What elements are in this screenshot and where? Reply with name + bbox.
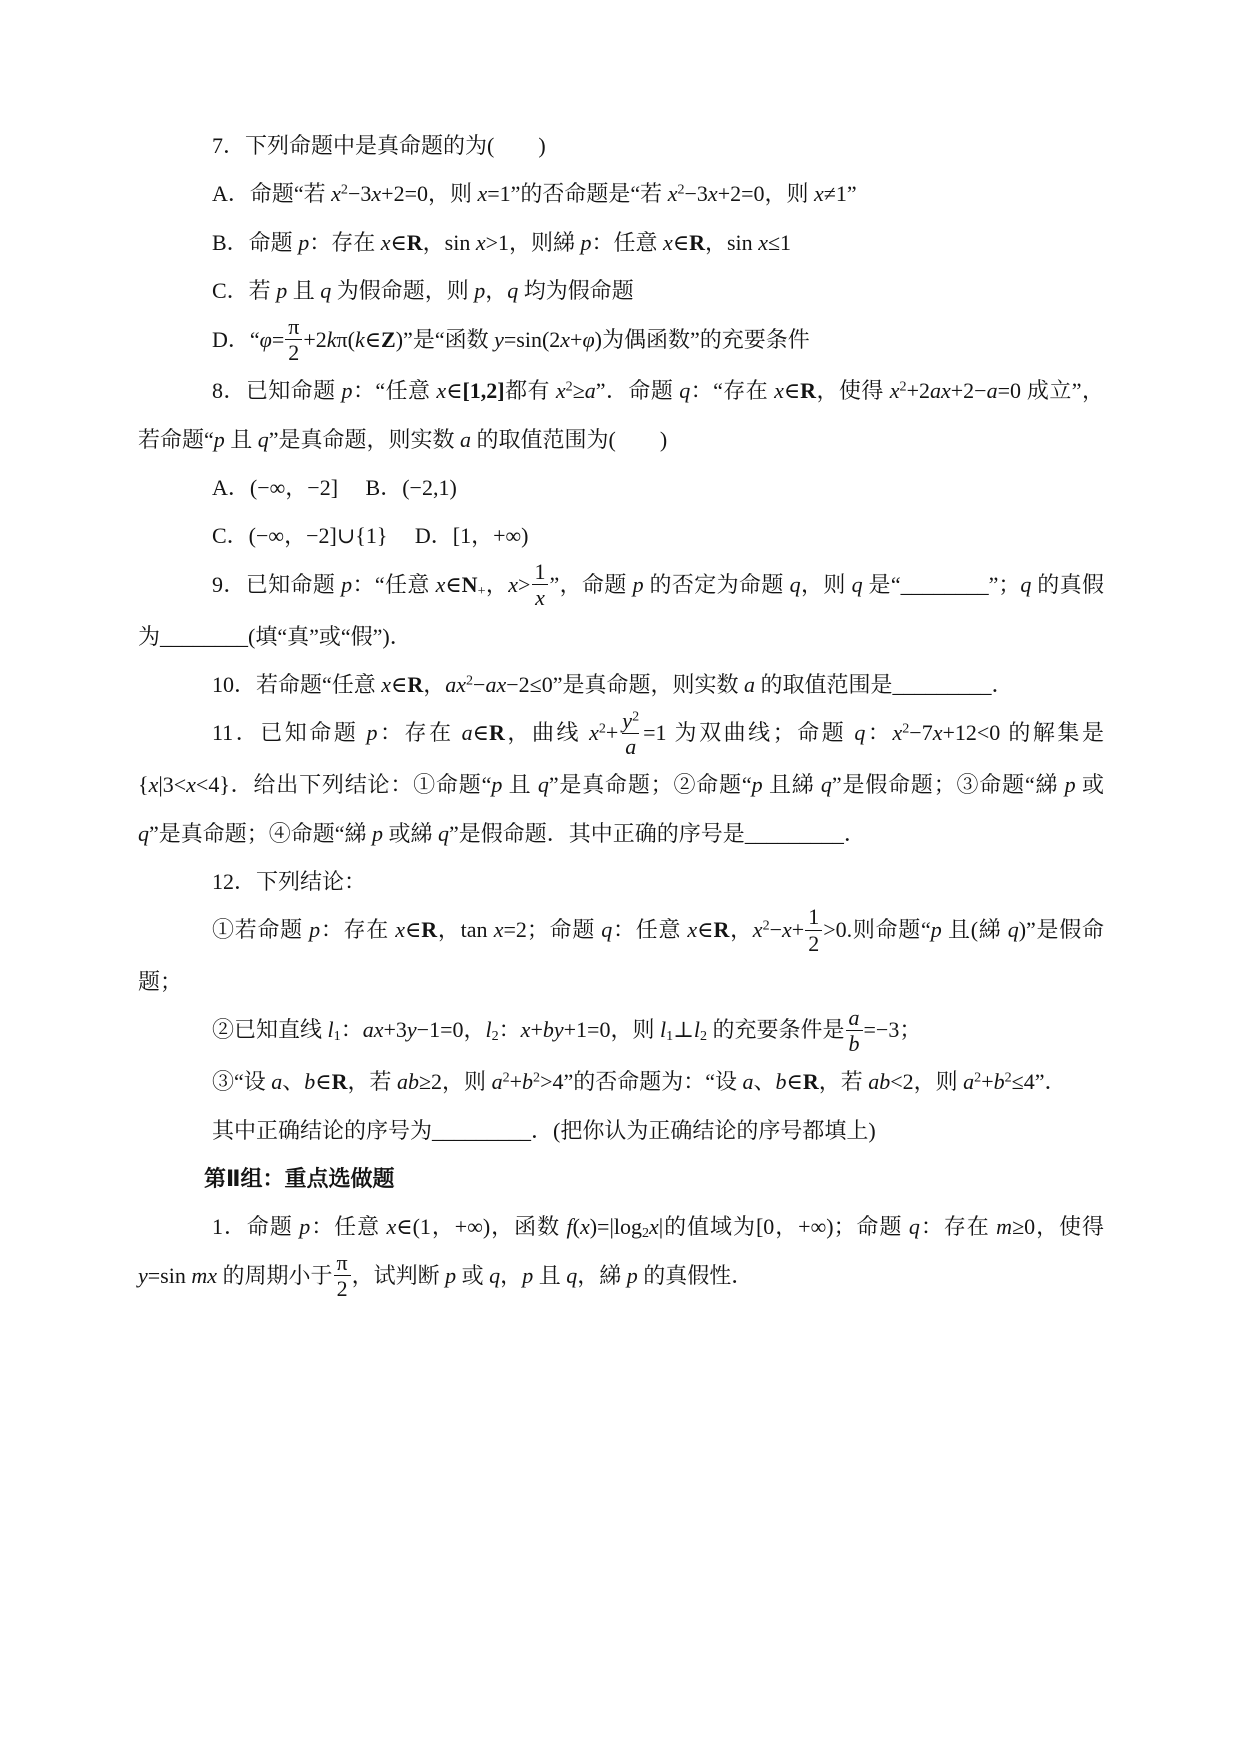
math-fraction: $\frac{1}{x}$ [531, 559, 548, 611]
q12-answer-line: 其中正确结论的序号为_________．(把你认为正确结论的序号都填上) [212, 1117, 876, 1143]
worksheet-content [138, 122, 1104, 1304]
q7-option-b: B．命题 p：存在 x∈R，sin x>1，则綈 p：任意 x∈R，sin x≤1 [212, 229, 792, 255]
math-fraction: $\frac{a}{b}$ [846, 1005, 863, 1057]
q12-item-2: ②已知直线 l1：ax+3y−1=0，l2：x+by+1=0，则 l1⊥l2 的充要条件是 $\frac{a}{b}$ =−3； [212, 1004, 922, 1056]
section-2-header: 第Ⅱ组：重点选做题 [204, 1166, 395, 1191]
question-10: 10．若命题“任意 x∈R，$ax^2-ax-2\le 0$”是真命题，则实数 a 的取值范围是_________． [212, 672, 1014, 698]
question-12-stem: 12．下列结论： [212, 868, 367, 894]
math-fraction: $\frac{\pi}{2}$ [285, 314, 302, 366]
q8-options-ab: A．(−∞，−2] B．(−2,1) [212, 475, 457, 501]
math-fraction: $\frac{y^2}{a}$ [622, 707, 640, 759]
question-9: 9．已知命题 p：“任意 x∈N+，x> $\frac{1}{x}$ ”，命题 p 的否定为命题 q，则 q 是“________”；q 的真假为________(填“真”或“假”)． [138, 559, 1104, 649]
question-7-stem: 7．下列命题中是真命题的为( ) [212, 133, 546, 158]
q7-option-c: C．若 p 且 q 为假命题，则 p，q 均为假命题 [212, 278, 634, 304]
s2-question-1: 1．命题 p：任意 x∈(1，+∞)，函数 f(x)=|log2x|的值域为[0，+∞)；命题 q：存在 m≥0，使得 y=sin mx 的周期小于 $\frac{\pi}{2}$ ，试判断 p 或 q，p 且 q，綈 p 的真假性． [138, 1214, 1104, 1302]
question-11: 11．已知命题 p：存在 a∈R，曲线 $x^2+$ $\frac{y^2}{a}$ =1 为双曲线；命题 q：$x^2-7x+12<0$ 的解集是{x|3<x<4}．给出下列结论：①命题“p 且 q”是真命题；②命题“p 且綈 q”是假命题；③命题“綈 p 或 q”是真命题；④命题“綈 p 或綈 q”是假命题．其中正确的序号是_________． [138, 707, 1104, 846]
math-fraction: $\frac{\pi}{2}$ [334, 1250, 351, 1302]
q7-option-d: D．“φ= $\frac{\pi}{2}$ +2kπ(k∈Z)”是“函数 y=sin(2x+φ)为偶函数”的充要条件 [212, 313, 810, 366]
q12-item-3: ③“设 a、b∈R，若 ab≥2，则 $a^2+b^2>4$”的否命题为：“设 a、b∈R，若 ab<2，则 $a^2+b^2\le 4$”． [212, 1069, 1067, 1095]
math-fraction: $\frac{1}{2}$ [805, 904, 822, 956]
question-8-stem: 8．已知命题 p：“任意 x∈[1,2]都有 $x^2\ge a$”．命题 q：“存在 x∈R，使得 $x^2+2ax+2-a=0$ 成立”，若命题“p 且 q”是真命题，则实数 a 的取值范围为( ) [138, 378, 1104, 452]
q7-option-a: A．命题“若 $x^2-3x+2=0$，则 x=1”的否命题是“若 $x^2-3x+2=0$，则 x≠1” [212, 181, 857, 207]
q12-item-1: ①若命题 p：存在 x∈R，tan x=2；命题 q：任意 x∈R，$x^2-x+$ $\frac{1}{2}$ >0.则命题“p 且(綈 q)”是假命题； [138, 904, 1104, 995]
q8-options-cd: C．(−∞，−2]∪{1} D．[1，+∞) [212, 523, 529, 549]
